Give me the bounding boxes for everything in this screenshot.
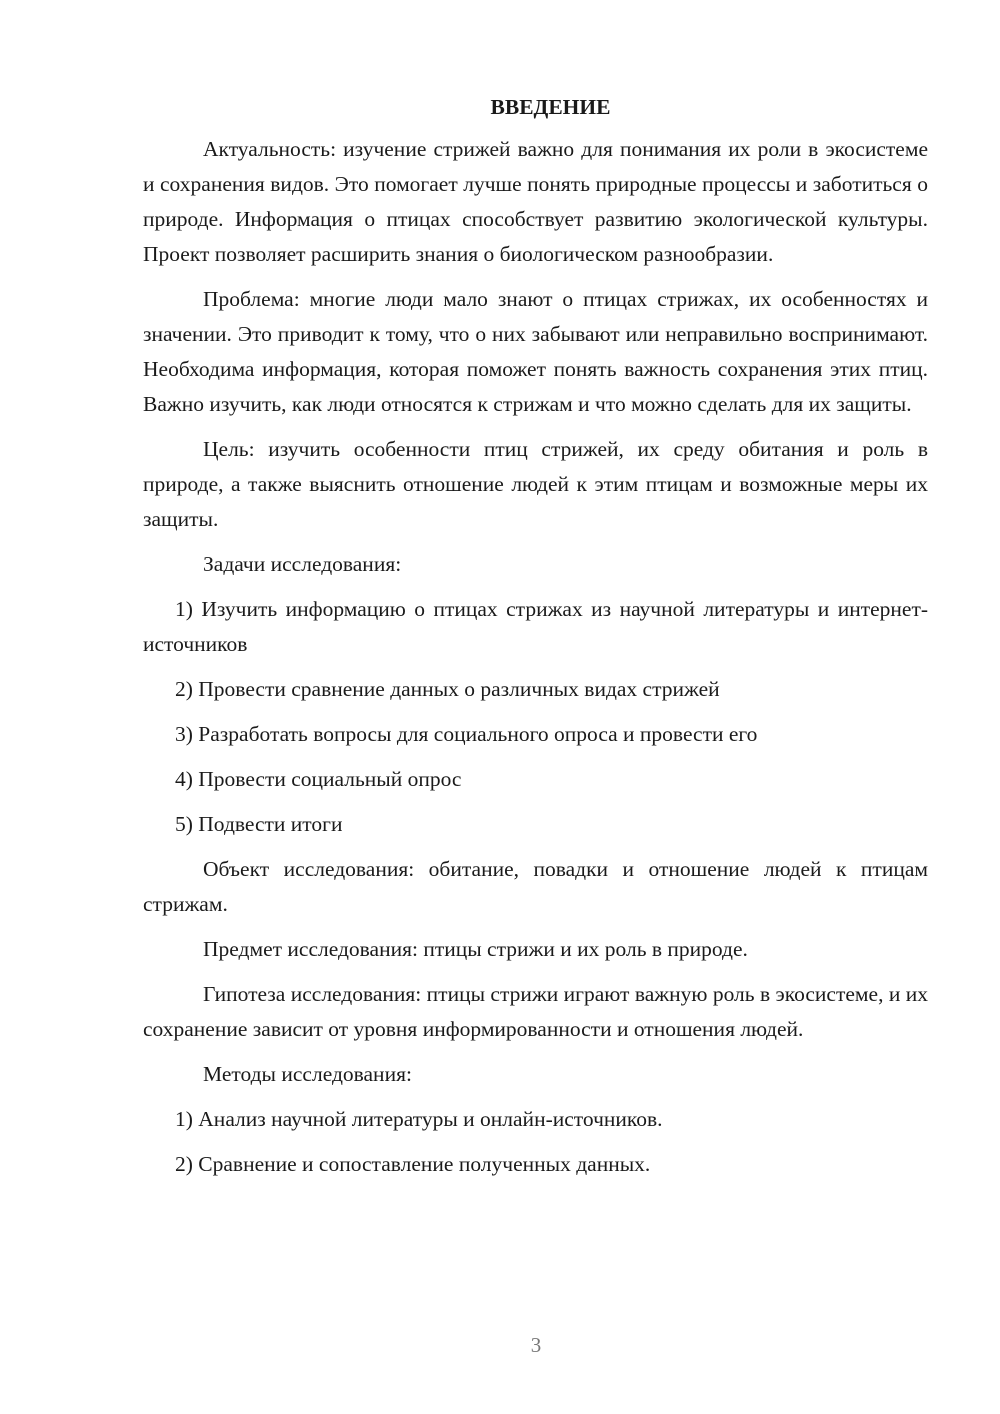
task-item: 5) Подвести итоги — [175, 812, 343, 836]
relevance-paragraph: Актуальность: изучение стрижей важно для понимания их роли в экосистеме и сохранения видов. Это помогает лучше понять природные процессы и заботиться о природе. Информация о птицах способствует развитию экологической культуры. Проект позволяет расширить знания о биологическом разнообразии. — [143, 137, 928, 266]
task-item: 2) Провести сравнение данных о различных видах стрижей — [175, 677, 720, 701]
tasks-heading: Задачи исследования: — [203, 552, 402, 576]
subject-paragraph: Предмет исследования: птицы стрижи и их роль в природе. — [203, 937, 748, 961]
method-item: 2) Сравнение и сопоставление полученных данных. — [175, 1152, 651, 1176]
task-item: 1) Изучить информацию о птицах стрижах из научной литературы и интернет-источников — [143, 597, 928, 656]
goal-paragraph: Цель: изучить особенности птиц стрижей, их среду обитания и роль в природе, а также выяснить отношение людей к этим птицам и возможные меры их защиты. — [143, 437, 928, 531]
task-item: 4) Провести социальный опрос — [175, 767, 462, 791]
section-title: ВВЕДЕНИЕ — [490, 95, 611, 119]
problem-paragraph: Проблема: многие люди мало знают о птицах стрижах, их особенностях и значении. Это приводит к тому, что о них забывают или неправильно воспринимают. Необходима информация, которая поможет понять важность сохранения этих птиц. Важно изучить, как люди относятся к стрижам и что можно сделать для их защиты. — [143, 287, 928, 416]
page-content — [143, 90, 928, 1192]
object-paragraph: Объект исследования: обитание, повадки и отношение людей к птицам стрижам. — [143, 857, 928, 916]
methods-heading: Методы исследования: — [203, 1062, 412, 1086]
method-item: 1) Анализ научной литературы и онлайн-источников. — [175, 1107, 663, 1131]
hypothesis-paragraph: Гипотеза исследования: птицы стрижи играют важную роль в экосистеме, и их сохранение зависит от уровня информированности и отношения людей. — [143, 982, 928, 1041]
task-item: 3) Разработать вопросы для социального опроса и провести его — [175, 722, 758, 746]
page-number: 3 — [530, 1333, 542, 1357]
